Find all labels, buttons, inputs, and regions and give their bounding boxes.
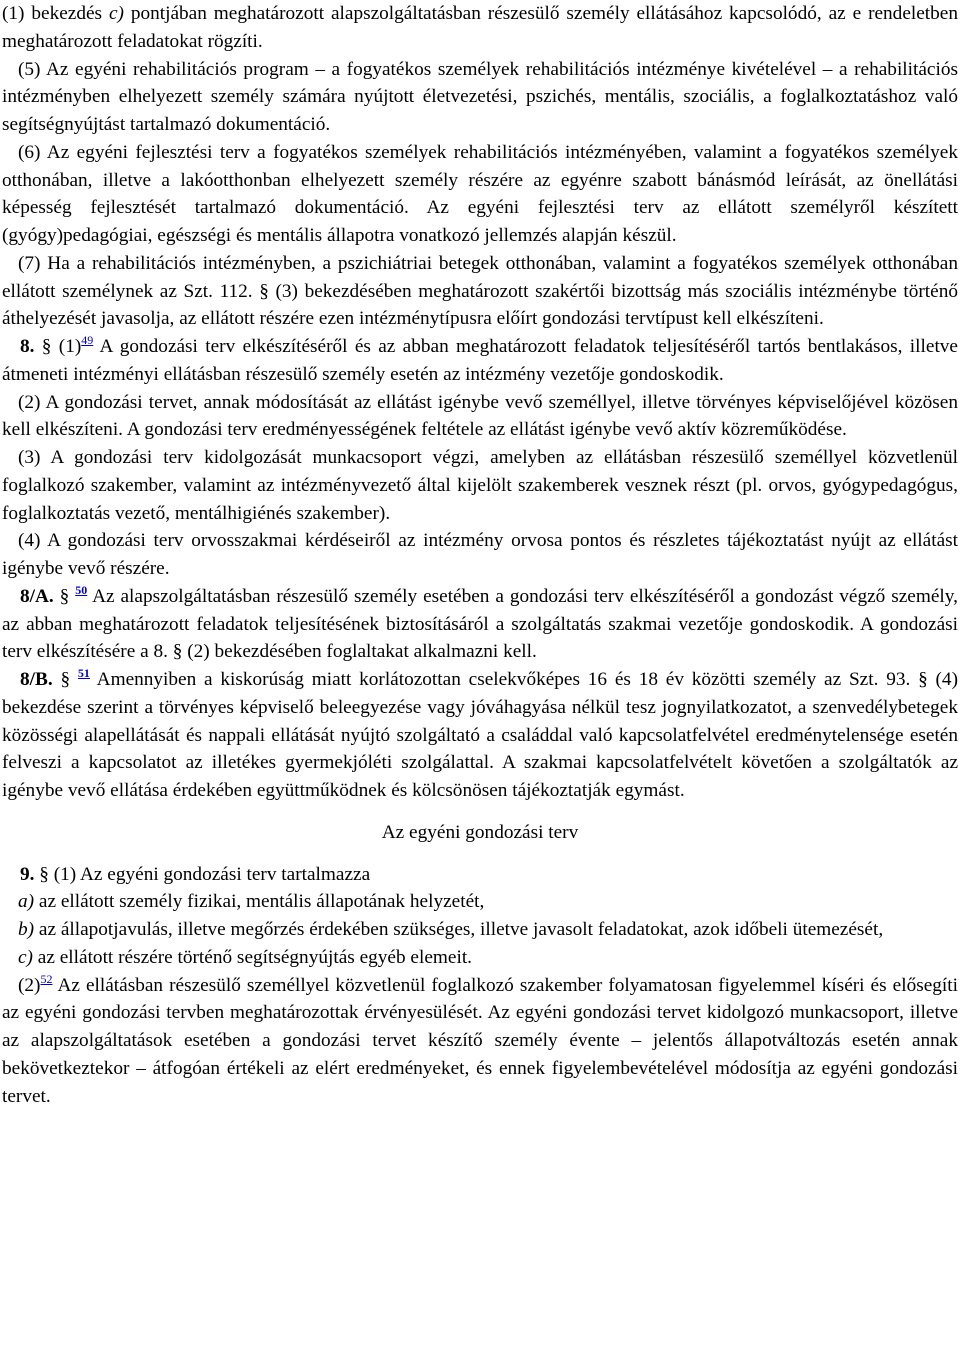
section-subref: § — [53, 585, 70, 607]
section-number: 9. — [20, 863, 35, 885]
section-8B — [2, 666, 958, 805]
section-heading: Az egyéni gondozási terv — [381, 821, 579, 843]
section-8-paragraph-2: (2) A gondozási tervet, annak módosítását az ellátást igénybe vevő személlyel, illetve törvényes képviselőjével közösen kell elkészíteni. A gondozási terv eredményességének feltétele az ellátást igénybe vevő aktív közreműködése. — [2, 391, 958, 441]
text: § (1) Az egyéni gondozási terv tartalmazza — [34, 863, 371, 885]
paragraph-7: (7) Ha a rehabilitációs intézményben, a pszichiátriai betegek otthonában, valamint a fogyatékos személyek otthonában ellátott személynek az Szt. 112. § (3) bekezdésében meghatározott szakértői bizottság más szociális intézménybe történő áthelyezését javasolja, az ellátott részére ezen intézménytípusra előírt gondozási tervtípust kell elkészíteni. — [2, 252, 958, 330]
list-text: az ellátott személy fizikai, mentális állapotának helyzetét, — [34, 891, 485, 913]
section-8-paragraph-4: (4) A gondozási terv orvosszakmai kérdéseiről az intézmény orvosa pontos és részletes tájékoztatást nyújt az ellátást igénybe vevő részére. — [2, 530, 958, 579]
list-marker: a) — [18, 891, 35, 913]
section-number: 8/A. — [20, 585, 54, 607]
text: A gondozási terv elkészítéséről és az abban meghatározott feladatok teljesítéséről tartós bentlakásos, illetve átmeneti intézményi ellátásban részesülő személy esetén az intézmény vezetője gondoskodik. — [2, 336, 958, 385]
footnote-link-51[interactable]: 51 — [77, 666, 90, 680]
list-item-c — [2, 944, 958, 972]
list-item-a — [2, 888, 958, 916]
text: (1) bekezdés — [2, 3, 109, 24]
section-subref: § (1) — [34, 336, 82, 357]
footnote-link-50[interactable]: 50 — [75, 582, 88, 597]
list-marker: b) — [18, 919, 35, 940]
paragraph-1-continuation — [2, 0, 958, 56]
point-reference: c) — [108, 3, 124, 24]
section-subref: § — [52, 669, 71, 690]
text: Amennyiben a kiskorúság miatt korlátozottan cselekvőképes 16 és 18 év közötti személy az Szt. 93. § (4) bekezdése szerint a törvényes képviselő beleegyezése vagy jóváhagyása nélkül tesz jognyilatkozatot, a szenvedélybetegek közösségi alapellátását és nappali ellátását nyújtó szolgáltató a családdal való kapcsolatfelvétel eredménytelensége esetén felveszi a kapcsolatot az illetékes gyermekjóléti szolgálattal. A szakmai kapcsolatfelvételt követően a szolgáltatók az igénybe vevő ellátása érdekében együttműködnek és kölcsönösen tájékoztatják egymást. — [2, 669, 958, 801]
section-number: 8/B. — [20, 669, 53, 690]
text: Az ellátásban részesülő személlyel közvetlenül foglalkozó szakember folyamatosan figyelemmel kíséri és elősegíti az egyéni gondozási tervben meghatározottak érvényesülését. Az egyéni gondozási tervet kidolgozó munkacsoport, illetve az alapszolgáltatások esetében a gondozási tervet készítő személy évente – jelentős állapotváltozás esetén annak bekövetkeztekor – átfogóan értékeli az elért eredményeket, és ennek figyelembevételével módosítja az egyéni gondozási tervet. — [2, 974, 958, 1107]
list-marker: c) — [18, 946, 33, 968]
text: Az alapszolgáltatásban részesülő személy esetében a gondozási terv elkészítéséről a gondozást végző személy, az abban meghatározott feladatok teljesítésének biztosításáról a szolgáltatás szakmai vezetője gondoskodik. A gondozási terv elkészítésére a 8. § (2) bekezdésében foglaltakat alkalmazni kell. — [2, 585, 958, 663]
section-8A — [2, 583, 958, 666]
paragraph-6: (6) Az egyéni fejlesztési terv a fogyatékos személyek rehabilitációs intézményében, valamint a fogyatékos személyek otthonában, illetve a lakóotthonban elhelyezett személy részére az egyénre szabott bánásmód leírását, az önellátási képesség fejlesztését tartalmazó dokumentáció. Az egyéni fejlesztési terv az ellátott személyről készített (gyógy)pedagógiai, egészségi és mentális állapotra vonatkozó jellemzés alapján készül. — [2, 141, 958, 246]
section-8-paragraph-3: (3) A gondozási terv kidolgozását munkacsoport végzi, amelyben az ellátásban részesülő személlyel közvetlenül foglalkozó szakember, valamint az intézményvezető által kijelölt szakemberek vesznek részt (pl. orvos, gyógypedagógus, foglalkoztatás vezető, mentálhigiénés szakember). — [2, 447, 958, 524]
text: pontjában meghatározott alapszolgáltatásban részesülő személy ellátásához kapcsolódó, az e rendeletben meghatározott feladatokat rögzíti. — [2, 3, 958, 52]
list-text: az ellátott részére történő segítségnyújtás egyéb elemeit. — [32, 946, 472, 968]
list-text: az állapotjavulás, illetve megőrzés érdekében szükséges, illetve javasolt feladatokat, azok időbeli ütemezését, — [34, 919, 884, 940]
section-9-paragraph-2 — [2, 972, 958, 1111]
spacer — [2, 805, 958, 819]
footnote-link-52[interactable]: 52 — [40, 971, 53, 986]
section-8-paragraph-1 — [2, 333, 958, 389]
footnote-link-49[interactable]: 49 — [81, 333, 94, 347]
spacer — [2, 847, 958, 861]
section-9-paragraph-1 — [2, 861, 958, 889]
paragraph-5: (5) Az egyéni rehabilitációs program – a fogyatékos személyek rehabilitációs intézménye kivételével – a rehabilitációs intézményben elhelyezett személy számára nyújtott életvezetési, pszichés, mentális, szociális, a foglalkoztatáshoz való segítségnyújtást tartalmazó dokumentáció. — [2, 58, 958, 135]
paragraph-number: (2) — [18, 974, 41, 996]
list-item-b — [2, 916, 958, 944]
section-number: 8. — [20, 336, 35, 357]
